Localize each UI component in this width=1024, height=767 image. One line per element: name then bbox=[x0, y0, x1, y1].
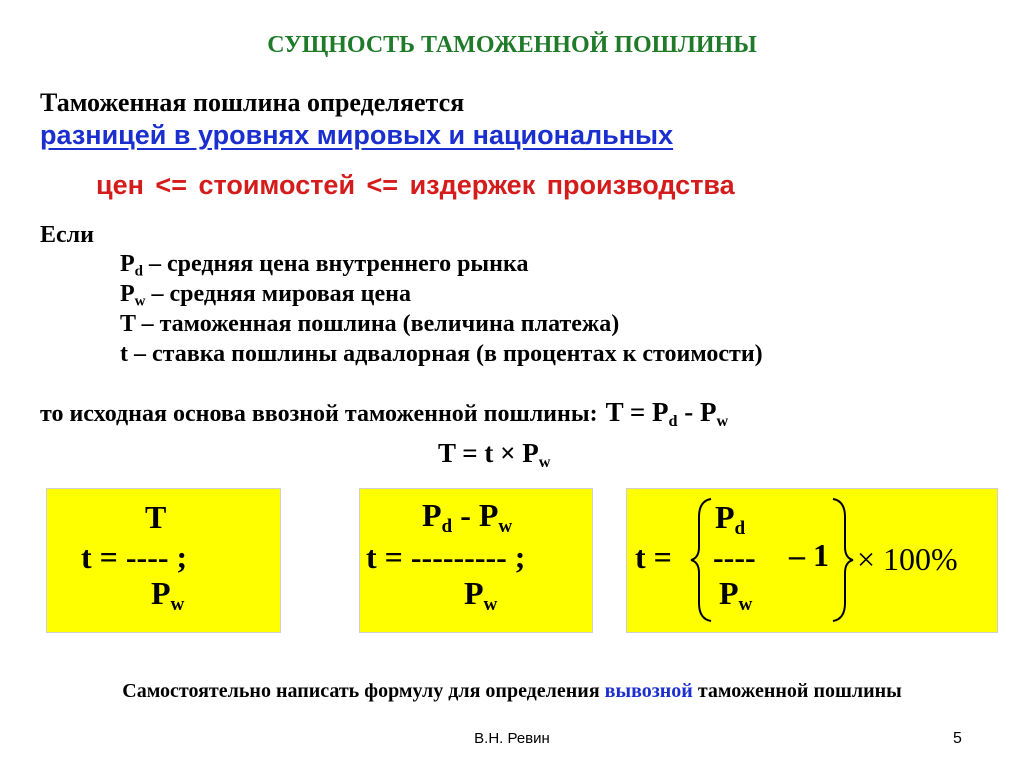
author: В.Н. Ревин bbox=[474, 730, 550, 747]
box3-minus-one: – 1 bbox=[789, 537, 829, 573]
definition-t-lower: t – ставка пошлины адвалорная (в процентах к стоимости) bbox=[120, 341, 763, 367]
price-chain: цен <= стоимостей <= издержек производства bbox=[96, 170, 735, 200]
box3-percent: × 100% bbox=[857, 541, 958, 577]
box1-lhs: t = ---- ; bbox=[81, 539, 188, 575]
box2-numerator: $P_d - P_w$ bbox=[422, 497, 513, 537]
box1-numerator: T bbox=[145, 499, 167, 535]
left-brace-icon bbox=[689, 495, 715, 625]
page-number: 5 bbox=[953, 730, 962, 747]
intro-line-1: Таможенная пошлина определяется bbox=[40, 88, 465, 117]
definition-pw: $P_w$ – средняя мировая цена bbox=[120, 281, 411, 310]
formula-t-equals-t-pw: $T = t \times P_w$ bbox=[438, 438, 551, 471]
box3-numerator: $P_d$ bbox=[715, 499, 746, 539]
formula-basis: $T = P_d - P_w$ bbox=[605, 397, 729, 430]
definition-pd: $P_d$ – средняя цена внутреннего рынка bbox=[120, 251, 529, 280]
basis-statement: то исходная основа ввозной таможенной пошлины: $T = P_d - P_w$ bbox=[40, 397, 729, 430]
right-brace-icon bbox=[829, 495, 855, 625]
formula-box-3 bbox=[626, 488, 998, 633]
assignment-text: Самостоятельно написать формулу для определения вывозной таможенной пошлины bbox=[122, 680, 902, 702]
box3-denominator: $P_w$ bbox=[719, 575, 753, 615]
box3-fraction-bar: ---- bbox=[713, 539, 756, 575]
box3-lhs: t = bbox=[635, 539, 672, 575]
box1-denominator: $P_w$ bbox=[151, 575, 185, 615]
intro-line-2: разницей в уровнях мировых и национальных bbox=[40, 120, 674, 150]
formula-box-1 bbox=[46, 488, 281, 633]
if-label: Если bbox=[40, 222, 94, 248]
export-duty-highlight: вывозной bbox=[604, 680, 693, 702]
formula-box-2 bbox=[359, 488, 593, 633]
box2-denominator: $P_w$ bbox=[464, 575, 498, 615]
box2-lhs: t = --------- ; bbox=[366, 539, 526, 575]
definition-t-upper: T – таможенная пошлина (величина платежа) bbox=[120, 311, 620, 337]
slide-title: СУЩНОСТЬ ТАМОЖЕННОЙ ПОШЛИНЫ bbox=[267, 32, 757, 58]
